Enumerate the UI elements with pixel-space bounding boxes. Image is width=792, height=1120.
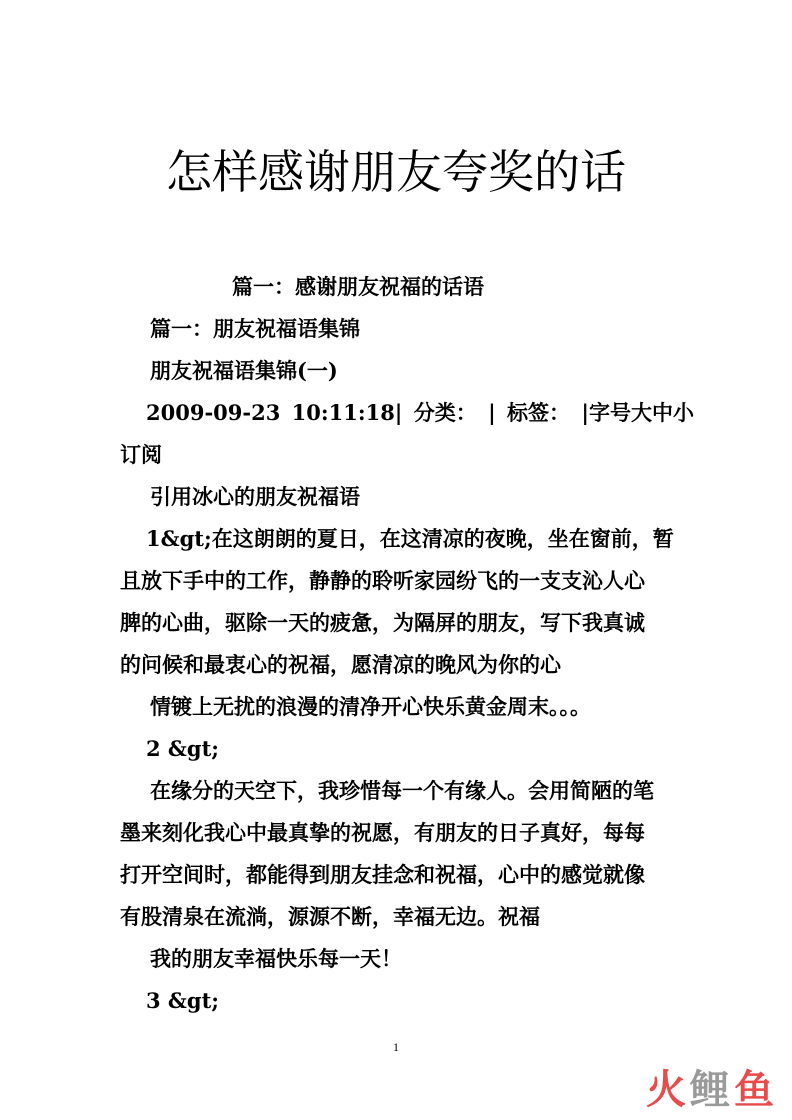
paragraph-line: 脾的心曲，驱除一天的疲惫，为隔屏的朋友，写下我真诚 xyxy=(120,610,645,635)
paragraph-line: 且放下手中的工作，静静的聆听家园纷飞的一支支沁人心 xyxy=(120,568,645,593)
watermark-logo xyxy=(646,1066,774,1114)
section-heading: 篇一：感谢朋友祝福的话语 xyxy=(232,274,484,299)
paragraph-line: 情镀上无扰的浪漫的清净开心快乐黄金周末。。。 xyxy=(150,694,591,719)
paragraph-line: 3 &gt; xyxy=(146,988,220,1013)
paragraph-line: 篇一：朋友祝福语集锦 xyxy=(150,316,360,341)
logo-char: 鱼 xyxy=(734,1067,774,1113)
paragraph-line: 有股清泉在流淌，源源不断，幸福无边。祝福 xyxy=(120,904,540,929)
logo-char: 火 xyxy=(646,1067,686,1113)
paragraph-line: 墨来刻化我心中最真挚的祝愿，有朋友的日子真好，每每 xyxy=(120,820,645,845)
paragraph-line: 引用冰心的朋友祝福语 xyxy=(150,484,360,509)
logo-char: 鲤 xyxy=(690,1067,730,1113)
paragraph-line: 2 &gt; xyxy=(146,736,220,761)
document-title: 怎样感谢朋友夸奖的话 xyxy=(166,145,626,199)
paragraph-line: 订阅 xyxy=(120,442,162,467)
page-number: 1 xyxy=(393,1040,399,1054)
post-meta-line: 2009-09-23 10:11:18| 分类： | 标签： |字号大中小 xyxy=(146,400,694,425)
paragraph-line: 朋友祝福语集锦(一) xyxy=(150,358,338,383)
paragraph-line: 打开空间时，都能得到朋友挂念和祝福，心中的感觉就像 xyxy=(120,862,645,887)
paragraph-line: 1&gt;在这朗朗的夏日，在这清凉的夜晚，坐在窗前，暂 xyxy=(146,526,674,551)
paragraph-line: 在缘分的天空下，我珍惜每一个有缘人。会用简陋的笔 xyxy=(150,778,654,803)
paragraph-line: 我的朋友幸福快乐每一天！ xyxy=(150,946,402,971)
paragraph-line: 的问候和最衷心的祝福，愿清凉的晚风为你的心 xyxy=(120,652,561,677)
